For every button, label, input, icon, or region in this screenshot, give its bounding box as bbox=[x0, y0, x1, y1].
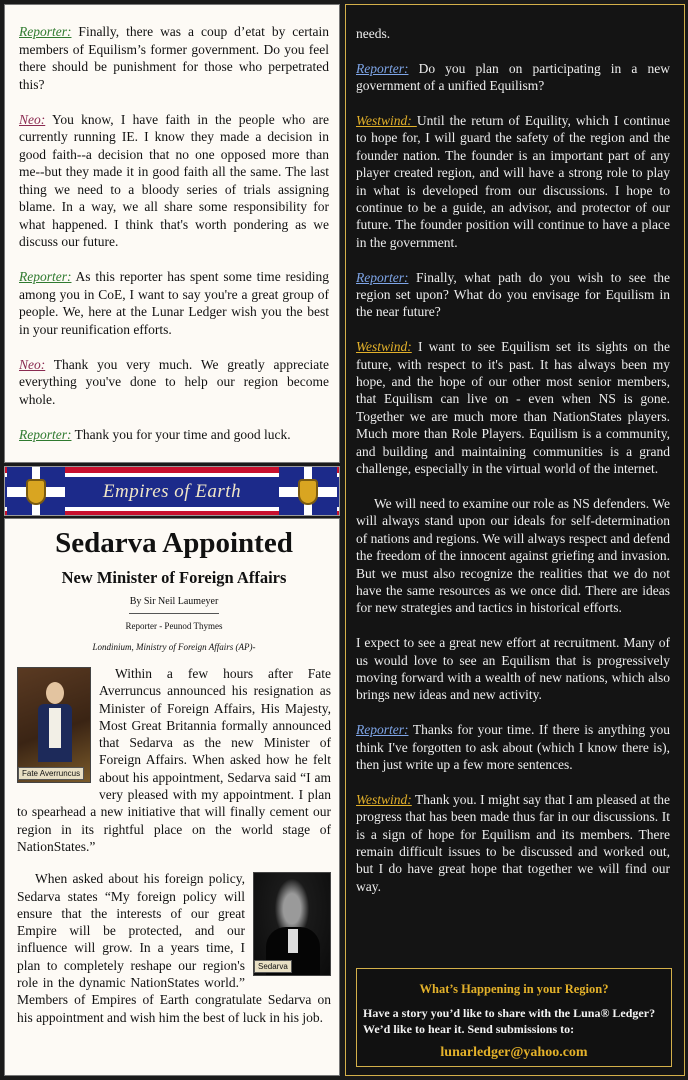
interview-paragraph bbox=[19, 268, 329, 338]
speaker-label: Neo: bbox=[19, 111, 46, 127]
interview-paragraph bbox=[19, 426, 329, 444]
interview-paragraph bbox=[356, 721, 670, 773]
fate-averruncus-photo bbox=[17, 667, 91, 783]
paragraph-text: As this reporter has spent some time residing among you in CoE, I want to say you're a great group of people. We, here at the Lunar Ledger wish you the best in your reunification efforts. bbox=[19, 269, 329, 337]
article-sedarva bbox=[4, 518, 340, 1076]
portrait-shirt bbox=[288, 929, 298, 953]
portrait-head bbox=[46, 682, 64, 704]
paragraph-text: Until the return of Equility, which I continue to hope for, I will guard the safety of the region and the founder nation. The founder is an important part of any player created region, and will have a strong role to play in what is developed from our discussions. I hope to continue to be a guide, an advisor, and protector of our future. The founder position will continue to have a place in the government. bbox=[356, 113, 670, 250]
speaker-label: Reporter: bbox=[356, 60, 409, 76]
interview-paragraph: We will need to examine our role as NS defenders. We will always stand upon our ideals for self-determination of nations and regions. We will always respect and defend the freedom of the innocent against griefing and invasion. But we must also recognize the realities that we do not have the same resources as we once did. There are ideas for new strategies and tactics in historical efforts. bbox=[356, 495, 670, 616]
interview-paragraph bbox=[19, 356, 329, 409]
article-headline: Sedarva Appointed bbox=[55, 527, 293, 559]
speaker-label: Reporter: bbox=[19, 24, 72, 39]
speaker-label: Westwind: bbox=[356, 791, 412, 807]
paragraph-text: Thank you for your time and good luck. bbox=[71, 426, 291, 442]
paragraph-text: Thanks for your time. If there is anything you think I've forgotten to ask about (which I know there is), then just write up a few more sentences. bbox=[356, 722, 670, 772]
interview-paragraph bbox=[356, 791, 670, 895]
paragraph-text: Thank you very much. We greatly appreciate everything you've done to help our region become whole. bbox=[19, 356, 329, 407]
flag-icon bbox=[7, 467, 65, 516]
interview-paragraph bbox=[19, 111, 329, 251]
paragraph-text: Thank you. I might say that I am pleased at the progress that has been made thus far in our discussions. It is a sign of hope for Equilism and its members. There remain difficult issues to be discussed and worked out, but I do have great hope that together we will find our way. bbox=[356, 791, 670, 894]
submissions-email-link[interactable]: lunarledger@yahoo.com bbox=[440, 1045, 588, 1060]
right-column-interview bbox=[345, 4, 685, 1076]
article-body bbox=[17, 665, 331, 1026]
paragraph-text: Finally, what path do you wish to see the region set upon? What do you envisage for Equilism in the near future? bbox=[356, 269, 670, 320]
speaker-label: Reporter: bbox=[356, 722, 409, 738]
interview-paragraph bbox=[356, 60, 670, 95]
crest-icon bbox=[26, 479, 46, 505]
submissions-box bbox=[356, 968, 672, 1067]
left-column bbox=[4, 4, 340, 1076]
paragraph-text: Finally, there was a coup d’etat by certain members of Equilism’s former government. Do you feel there should be punishment for those who perpetrated this? bbox=[19, 24, 329, 92]
article-byline: By Sir Neil Laumeyer bbox=[129, 596, 219, 607]
article-dateline: Londinium, Ministry of Foreign Affairs (AP)- bbox=[92, 642, 256, 652]
article-paragraph: When asked about his foreign policy, Sedarva states “My foreign policy will ensure that the interests of our great Empire will be protected, and our influence will grow. In a years time, I plan to completely reshape our region's role in the dynamic NationStates world.” Members of Empires of Earth congratulate Sedarva on his appointment and wish him the best of luck in his job. bbox=[17, 871, 331, 1025]
portrait-vest bbox=[49, 708, 61, 748]
empires-of-earth-banner bbox=[4, 466, 340, 516]
divider bbox=[129, 613, 219, 614]
article-subheadline: New Minister of Foreign Affairs bbox=[61, 568, 287, 587]
banner-title: Empires of Earth bbox=[102, 481, 242, 502]
interview-paragraph: I expect to see a great new effort at recruitment. Many of us would love to see an Equilism that is progressively moving forward with a wealth of new nations, which also brings new ideas and new activity. bbox=[356, 635, 670, 703]
speaker-label: Westwind: bbox=[356, 339, 412, 355]
paragraph-text: I want to see Equilism set its sights on the future, with respect to it's past. It has always been my hope, and the hope of our other most senior members, that Equilism can live on - even when NS is gone. Together we are much more than NationStates players. Much more than Role Players. Equilism is a community, and building and maintaining communities is a grand challenge, especially in the virtual world of the internet. bbox=[356, 339, 670, 477]
photo-caption: Fate Averruncus bbox=[18, 767, 84, 780]
interview-paragraph bbox=[19, 23, 329, 93]
interview-paragraph bbox=[356, 269, 670, 321]
continuation-text: needs. bbox=[356, 26, 391, 41]
photo-caption: Sedarva bbox=[254, 960, 292, 973]
speaker-label: Reporter: bbox=[19, 269, 72, 284]
submissions-title: What’s Happening in your Region? bbox=[419, 982, 609, 996]
speaker-label: Westwind: bbox=[356, 113, 417, 128]
speaker-label: Neo: bbox=[19, 356, 46, 372]
paragraph-text: Do you plan on participating in a new government of a unified Equilism? bbox=[356, 60, 670, 94]
interview-paragraph bbox=[356, 112, 670, 251]
speaker-label: Reporter: bbox=[356, 269, 409, 285]
paragraph-text: You know, I have faith in the people who are currently running IE. I know they made a decision in good faith--a decision that no one opposed more than me--but they made it in good faith all the same. The last thing we need to a bloody series of trials assigning blame. In a way, we all share some responsibility for what happened. I think that's worth pondering as we discuss our future. bbox=[19, 111, 329, 249]
flag-icon bbox=[279, 467, 337, 516]
submissions-text: Have a story you’d like to share with the Luna® Ledger? We’d like to hear it. Send submissions to: bbox=[363, 1006, 656, 1036]
interview-neo-section bbox=[4, 4, 340, 463]
article-reporter: Reporter - Peunod Thymes bbox=[125, 621, 223, 631]
speaker-label: Reporter: bbox=[19, 426, 72, 442]
crest-icon bbox=[298, 479, 318, 505]
sedarva-photo bbox=[253, 872, 331, 976]
article-paragraph: Within a few hours after Fate Averruncus announced his resignation as Minister of Foreign Affairs, His Majesty, Most Great Britannia formally announced that Sedarva as the new Minister of Foreign Affairs. When asked how he felt about his appointment, Sedarva said “I am very pleased with my appointment. I plan to spearhead a new initiative that will finally cement our region in its rightful place on the world stage of NationStates.” bbox=[17, 666, 331, 854]
interview-paragraph bbox=[356, 338, 670, 477]
